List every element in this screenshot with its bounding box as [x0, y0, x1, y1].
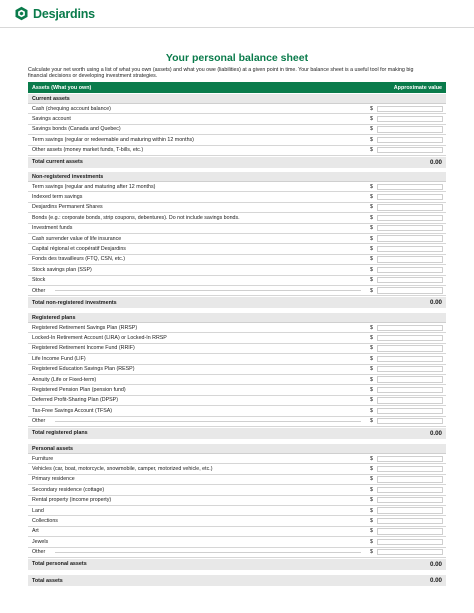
section-total-label: Total current assets — [32, 159, 83, 166]
asset-row — [28, 146, 446, 156]
currency-symbol: $ — [370, 455, 373, 462]
asset-label: Primary residence — [32, 476, 75, 483]
currency-symbol: $ — [370, 194, 373, 201]
amount-input[interactable] — [377, 194, 443, 200]
amount-input[interactable] — [377, 376, 443, 382]
currency-symbol: $ — [370, 214, 373, 221]
asset-label: Secondary residence (cottage) — [32, 486, 105, 493]
currency-symbol: $ — [370, 355, 373, 362]
asset-row — [28, 135, 446, 145]
asset-row — [28, 265, 446, 275]
section-total-row — [28, 297, 446, 308]
amount-input[interactable] — [377, 256, 443, 262]
asset-row — [28, 224, 446, 234]
asset-row — [28, 234, 446, 244]
section-total-row — [28, 157, 446, 168]
asset-row — [28, 203, 446, 213]
section-2 — [28, 313, 446, 439]
asset-label: Registered Education Savings Plan (RESP) — [32, 366, 135, 373]
asset-row — [28, 354, 446, 364]
amount-input[interactable] — [377, 204, 443, 210]
brand-logo — [14, 6, 95, 21]
asset-label: Locked-In Retirement Account (LIRA) or Locked-In RRSP — [32, 335, 167, 342]
asset-row — [28, 104, 446, 114]
asset-row — [28, 406, 446, 416]
asset-row — [28, 506, 446, 516]
section-total-label: Total non-registered investments — [32, 299, 117, 306]
section-total-value: 0.00 — [429, 158, 442, 166]
asset-label: Stock — [32, 277, 46, 284]
brand-name: Desjardins — [33, 6, 95, 21]
asset-row — [28, 114, 446, 124]
amount-input[interactable] — [377, 325, 443, 331]
asset-row — [28, 385, 446, 395]
amount-input[interactable] — [377, 366, 443, 372]
asset-row — [28, 192, 446, 202]
asset-label: Stock savings plan (SSP) — [32, 266, 92, 273]
currency-symbol: $ — [370, 366, 373, 373]
currency-symbol: $ — [370, 476, 373, 483]
asset-label: Annuity (Life or Fixed-term) — [32, 376, 97, 383]
currency-symbol: $ — [370, 277, 373, 284]
asset-row — [28, 396, 446, 406]
section-total-label: Total registered plans — [32, 430, 88, 437]
asset-row — [28, 333, 446, 343]
asset-label: Other — [32, 287, 46, 294]
asset-label: Other — [32, 418, 46, 425]
currency-symbol: $ — [370, 549, 373, 556]
currency-symbol: $ — [370, 136, 373, 143]
currency-symbol: $ — [370, 518, 373, 525]
asset-label: Art — [32, 528, 39, 535]
intro-text: Calculate your net worth using a list of what you own (assets) and what you owe (liabilities) at a given point in time. Your balance sheet is a useful tool for making big financial decisions or developing investment strategies. — [28, 67, 414, 80]
section-total-value: 0.00 — [429, 560, 442, 568]
amount-input[interactable] — [377, 126, 443, 132]
asset-row — [28, 286, 446, 296]
asset-label: Deferred Profit-Sharing Plan (DPSP) — [32, 397, 118, 404]
asset-row — [28, 213, 446, 223]
currency-symbol: $ — [370, 235, 373, 242]
asset-label: Savings account — [32, 116, 71, 123]
amount-input[interactable] — [377, 184, 443, 190]
amount-input[interactable] — [377, 235, 443, 241]
section-title: Non-registered investments — [28, 172, 446, 182]
currency-symbol: $ — [370, 183, 373, 190]
amount-input[interactable] — [377, 476, 443, 482]
asset-row — [28, 323, 446, 333]
section-1 — [28, 172, 446, 308]
currency-symbol: $ — [370, 266, 373, 273]
amount-input[interactable] — [377, 539, 443, 545]
amount-input[interactable] — [377, 418, 443, 424]
currency-symbol: $ — [370, 147, 373, 154]
currency-symbol: $ — [370, 256, 373, 263]
asset-label: Indexed term savings — [32, 194, 83, 201]
section-total-row — [28, 428, 446, 439]
asset-row — [28, 276, 446, 286]
currency-symbol: $ — [370, 486, 373, 493]
asset-label: Desjardins Permanent Shares — [32, 204, 103, 211]
asset-label: Other assets (money market funds, T-bills, etc.) — [32, 147, 144, 154]
currency-symbol: $ — [370, 387, 373, 394]
currency-symbol: $ — [370, 418, 373, 425]
amount-input[interactable] — [377, 518, 443, 524]
asset-label: Other — [32, 549, 46, 556]
asset-row — [28, 182, 446, 192]
section-title: Personal assets — [28, 444, 446, 454]
asset-label: Land — [32, 507, 44, 514]
assets-column-header: Assets (What you own) — [32, 84, 92, 91]
amount-input[interactable] — [377, 387, 443, 393]
asset-row — [28, 527, 446, 537]
amount-input[interactable] — [377, 408, 443, 414]
currency-symbol: $ — [370, 528, 373, 535]
section-total-row — [28, 559, 446, 570]
amount-input[interactable] — [377, 147, 443, 153]
asset-label: Fonds des travailleurs (FTQ, CSN, etc.) — [32, 256, 126, 263]
asset-row — [28, 475, 446, 485]
section-0 — [28, 94, 446, 168]
asset-label: Registered Retirement Income Fund (RRIF) — [32, 345, 135, 352]
asset-label: Rental property (income property) — [32, 497, 112, 504]
asset-row — [28, 344, 446, 354]
asset-row — [28, 537, 446, 547]
asset-label: Collections — [32, 518, 58, 525]
amount-input[interactable] — [377, 456, 443, 462]
asset-label: Investment funds — [32, 225, 73, 232]
currency-symbol: $ — [370, 335, 373, 342]
asset-label: Savings bonds (Canada and Quebec) — [32, 126, 121, 133]
asset-label: Vehicles (car, boat, motorcycle, snowmobile, camper, motorized vehicle, etc.) — [32, 466, 213, 473]
amount-input[interactable] — [377, 528, 443, 534]
asset-row — [28, 365, 446, 375]
asset-row — [28, 255, 446, 265]
currency-symbol: $ — [370, 538, 373, 545]
asset-row — [28, 375, 446, 385]
amount-input[interactable] — [377, 246, 443, 252]
amount-input[interactable] — [377, 335, 443, 341]
currency-symbol: $ — [370, 345, 373, 352]
amount-input[interactable] — [377, 466, 443, 472]
asset-row — [28, 485, 446, 495]
currency-symbol: $ — [370, 204, 373, 211]
amount-input[interactable] — [377, 487, 443, 493]
asset-label: Registered Pension Plan (pension fund) — [32, 387, 126, 394]
asset-label: Life Income Fund (LIF) — [32, 355, 86, 362]
amount-input[interactable] — [377, 397, 443, 403]
currency-symbol: $ — [370, 246, 373, 253]
currency-symbol: $ — [370, 376, 373, 383]
asset-label: Bonds (e.g.: corporate bonds, strip coupons, debentures). Do not include savings bonds. — [32, 214, 240, 221]
amount-input[interactable] — [377, 497, 443, 503]
asset-label: Jewels — [32, 538, 49, 545]
section-title: Current assets — [28, 94, 446, 104]
amount-input[interactable] — [377, 356, 443, 362]
section-title: Registered plans — [28, 313, 446, 323]
asset-label: Tax-Free Savings Account (TFSA) — [32, 407, 113, 414]
asset-label: Cash (chequing account balance) — [32, 105, 111, 112]
amount-input[interactable] — [377, 345, 443, 351]
header-divider — [0, 27, 474, 28]
currency-symbol: $ — [370, 287, 373, 294]
value-column-header: Approximate value — [393, 84, 442, 91]
asset-row — [28, 496, 446, 506]
section-total-label: Total personal assets — [32, 561, 87, 568]
asset-label: Capital régional et coopératif Desjardins — [32, 246, 126, 253]
asset-row — [28, 417, 446, 427]
amount-input[interactable] — [377, 106, 443, 112]
currency-symbol: $ — [370, 397, 373, 404]
asset-label: Cash surrender value of life insurance — [32, 235, 122, 242]
asset-label: Furniture — [32, 455, 54, 462]
currency-symbol: $ — [370, 407, 373, 414]
other-description-field[interactable] — [55, 290, 361, 291]
section-total-value: 0.00 — [429, 429, 442, 437]
currency-symbol: $ — [370, 324, 373, 331]
asset-row — [28, 464, 446, 474]
amount-input[interactable] — [377, 277, 443, 283]
currency-symbol: $ — [370, 466, 373, 473]
asset-row — [28, 454, 446, 464]
asset-label: Term savings (regular and maturing after 12 months) — [32, 183, 156, 190]
section-total-value: 0.00 — [429, 299, 442, 307]
amount-input[interactable] — [377, 215, 443, 221]
currency-symbol: $ — [370, 116, 373, 123]
grand-total-row — [28, 574, 446, 586]
grand-total-value: 0.00 — [429, 577, 442, 584]
currency-symbol: $ — [370, 225, 373, 232]
currency-symbol: $ — [370, 126, 373, 133]
amount-input[interactable] — [377, 225, 443, 231]
section-3 — [28, 444, 446, 570]
asset-row — [28, 516, 446, 526]
page-title: Your personal balance sheet — [165, 52, 309, 64]
currency-symbol: $ — [370, 497, 373, 504]
amount-input[interactable] — [377, 287, 443, 293]
amount-input[interactable] — [377, 267, 443, 273]
currency-symbol: $ — [370, 105, 373, 112]
amount-input[interactable] — [377, 549, 443, 555]
grand-total-label: Total assets — [32, 577, 63, 584]
asset-row — [28, 125, 446, 135]
asset-row — [28, 244, 446, 254]
table-header — [28, 82, 446, 93]
currency-symbol: $ — [370, 507, 373, 514]
asset-row — [28, 548, 446, 558]
amount-input[interactable] — [377, 507, 443, 513]
amount-input[interactable] — [377, 116, 443, 122]
other-description-field[interactable] — [55, 421, 361, 422]
amount-input[interactable] — [377, 137, 443, 143]
desjardins-hexagon-icon — [14, 6, 29, 21]
asset-label: Registered Retirement Savings Plan (RRSP) — [32, 324, 138, 331]
other-description-field[interactable] — [55, 552, 361, 553]
asset-label: Term savings (regular or redeemable and maturing within 12 months) — [32, 136, 194, 143]
